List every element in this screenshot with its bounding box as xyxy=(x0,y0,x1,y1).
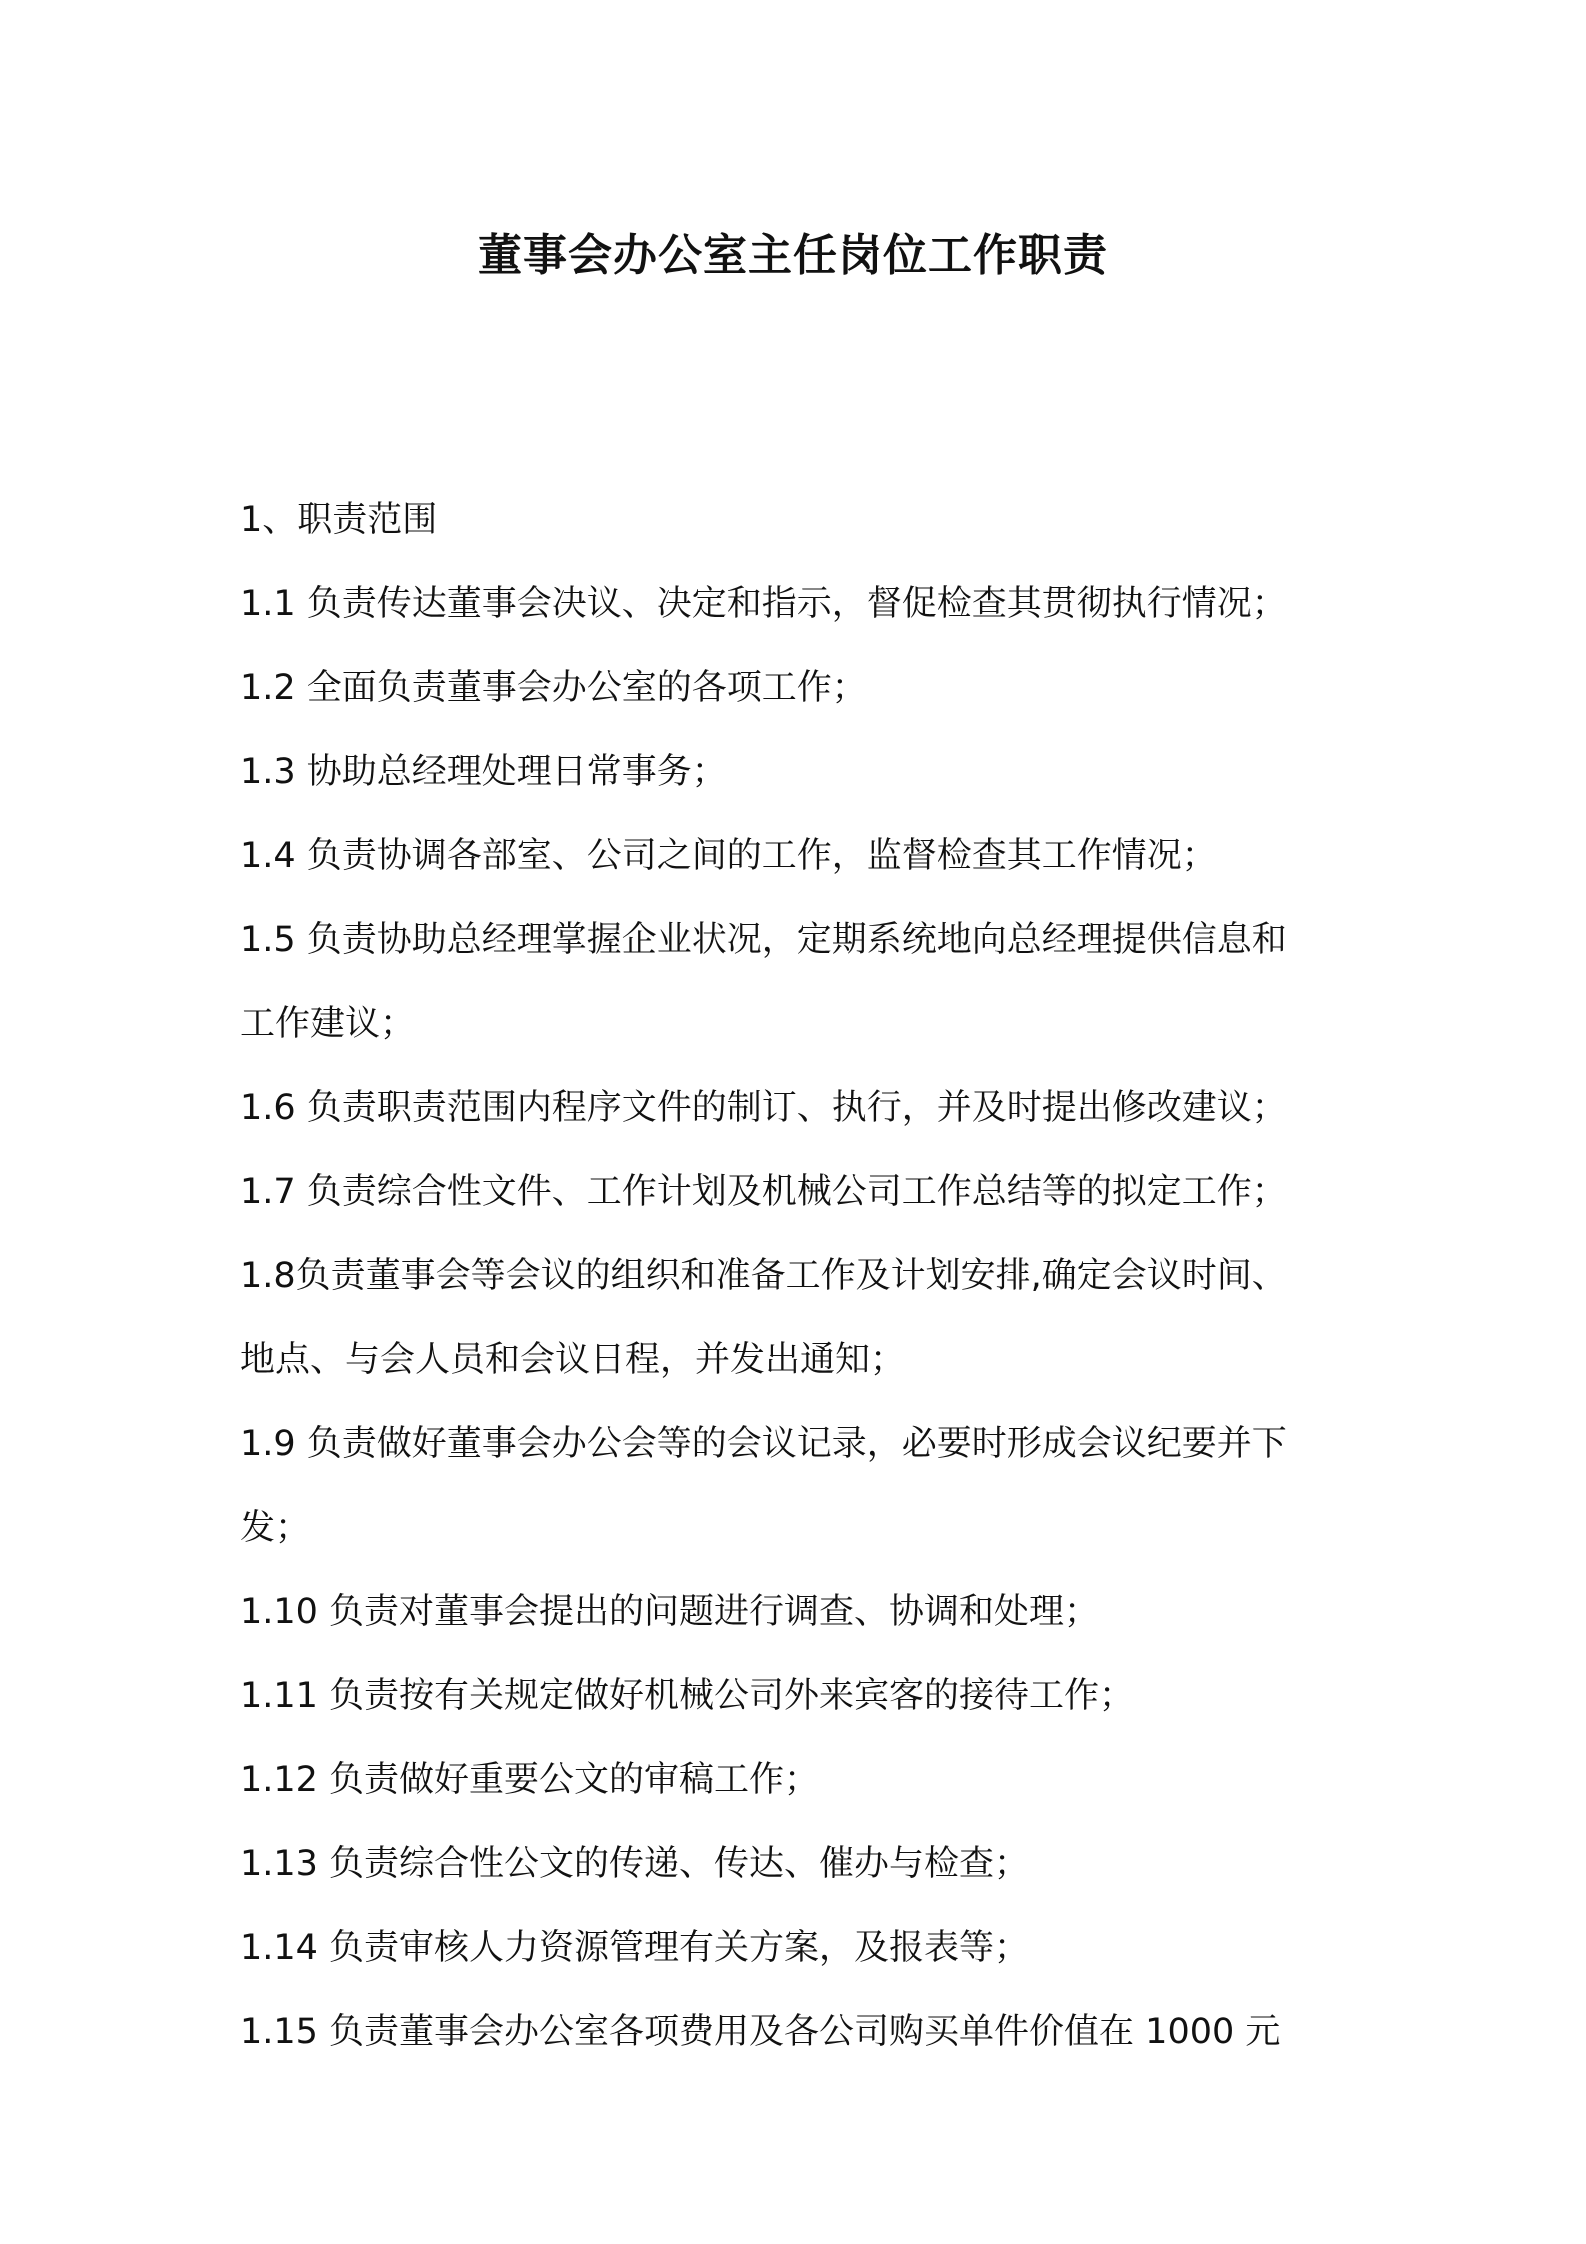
duty-line: 1.14 负责审核人力资源管理有关方案，及报表等； xyxy=(240,1928,1030,1968)
duty-line: 1.4 负责协调各部室、公司之间的工作，监督检查其工作情况； xyxy=(240,836,1217,876)
duty-line: 1.12 负责做好重要公文的审稿工作； xyxy=(240,1760,820,1800)
duty-line: 1.7 负责综合性文件、工作计划及机械公司工作总结等的拟定工作； xyxy=(240,1172,1287,1212)
section-heading: 1、职责范围 xyxy=(240,500,438,540)
duty-line-continuation: 地点、与会人员和会议日程，并发出通知； xyxy=(240,1340,906,1380)
document-body xyxy=(240,478,1360,2074)
duty-line-continuation: 工作建议； xyxy=(240,1004,416,1044)
document-title: 董事会办公室主任岗位工作职责 xyxy=(478,230,1108,281)
duty-line: 1.9 负责做好董事会办公会等的会议记录，必要时形成会议纪要并下 xyxy=(240,1424,1287,1464)
duty-line: 1.1 负责传达董事会决议、决定和指示，督促检查其贯彻执行情况； xyxy=(240,584,1287,624)
duty-line: 1.3 协助总经理处理日常事务； xyxy=(240,752,727,792)
duty-line: 1.5 负责协助总经理掌握企业状况，定期系统地向总经理提供信息和 xyxy=(240,920,1287,960)
duty-line: 1.8负责董事会等会议的组织和准备工作及计划安排,确定会议时间、 xyxy=(240,1256,1287,1296)
duty-line-continuation: 发； xyxy=(240,1508,311,1548)
duty-line: 1.15 负责董事会办公室各项费用及各公司购买单件价值在 1000 元 xyxy=(240,2012,1281,2052)
duty-line: 1.2 全面负责董事会办公室的各项工作； xyxy=(240,668,867,708)
duty-line: 1.13 负责综合性公文的传递、传达、催办与检查； xyxy=(240,1844,1030,1884)
duty-line: 1.6 负责职责范围内程序文件的制订、执行，并及时提出修改建议； xyxy=(240,1088,1287,1128)
duty-line: 1.10 负责对董事会提出的问题进行调查、协调和处理； xyxy=(240,1592,1100,1632)
duty-line: 1.11 负责按有关规定做好机械公司外来宾客的接待工作； xyxy=(240,1676,1135,1716)
